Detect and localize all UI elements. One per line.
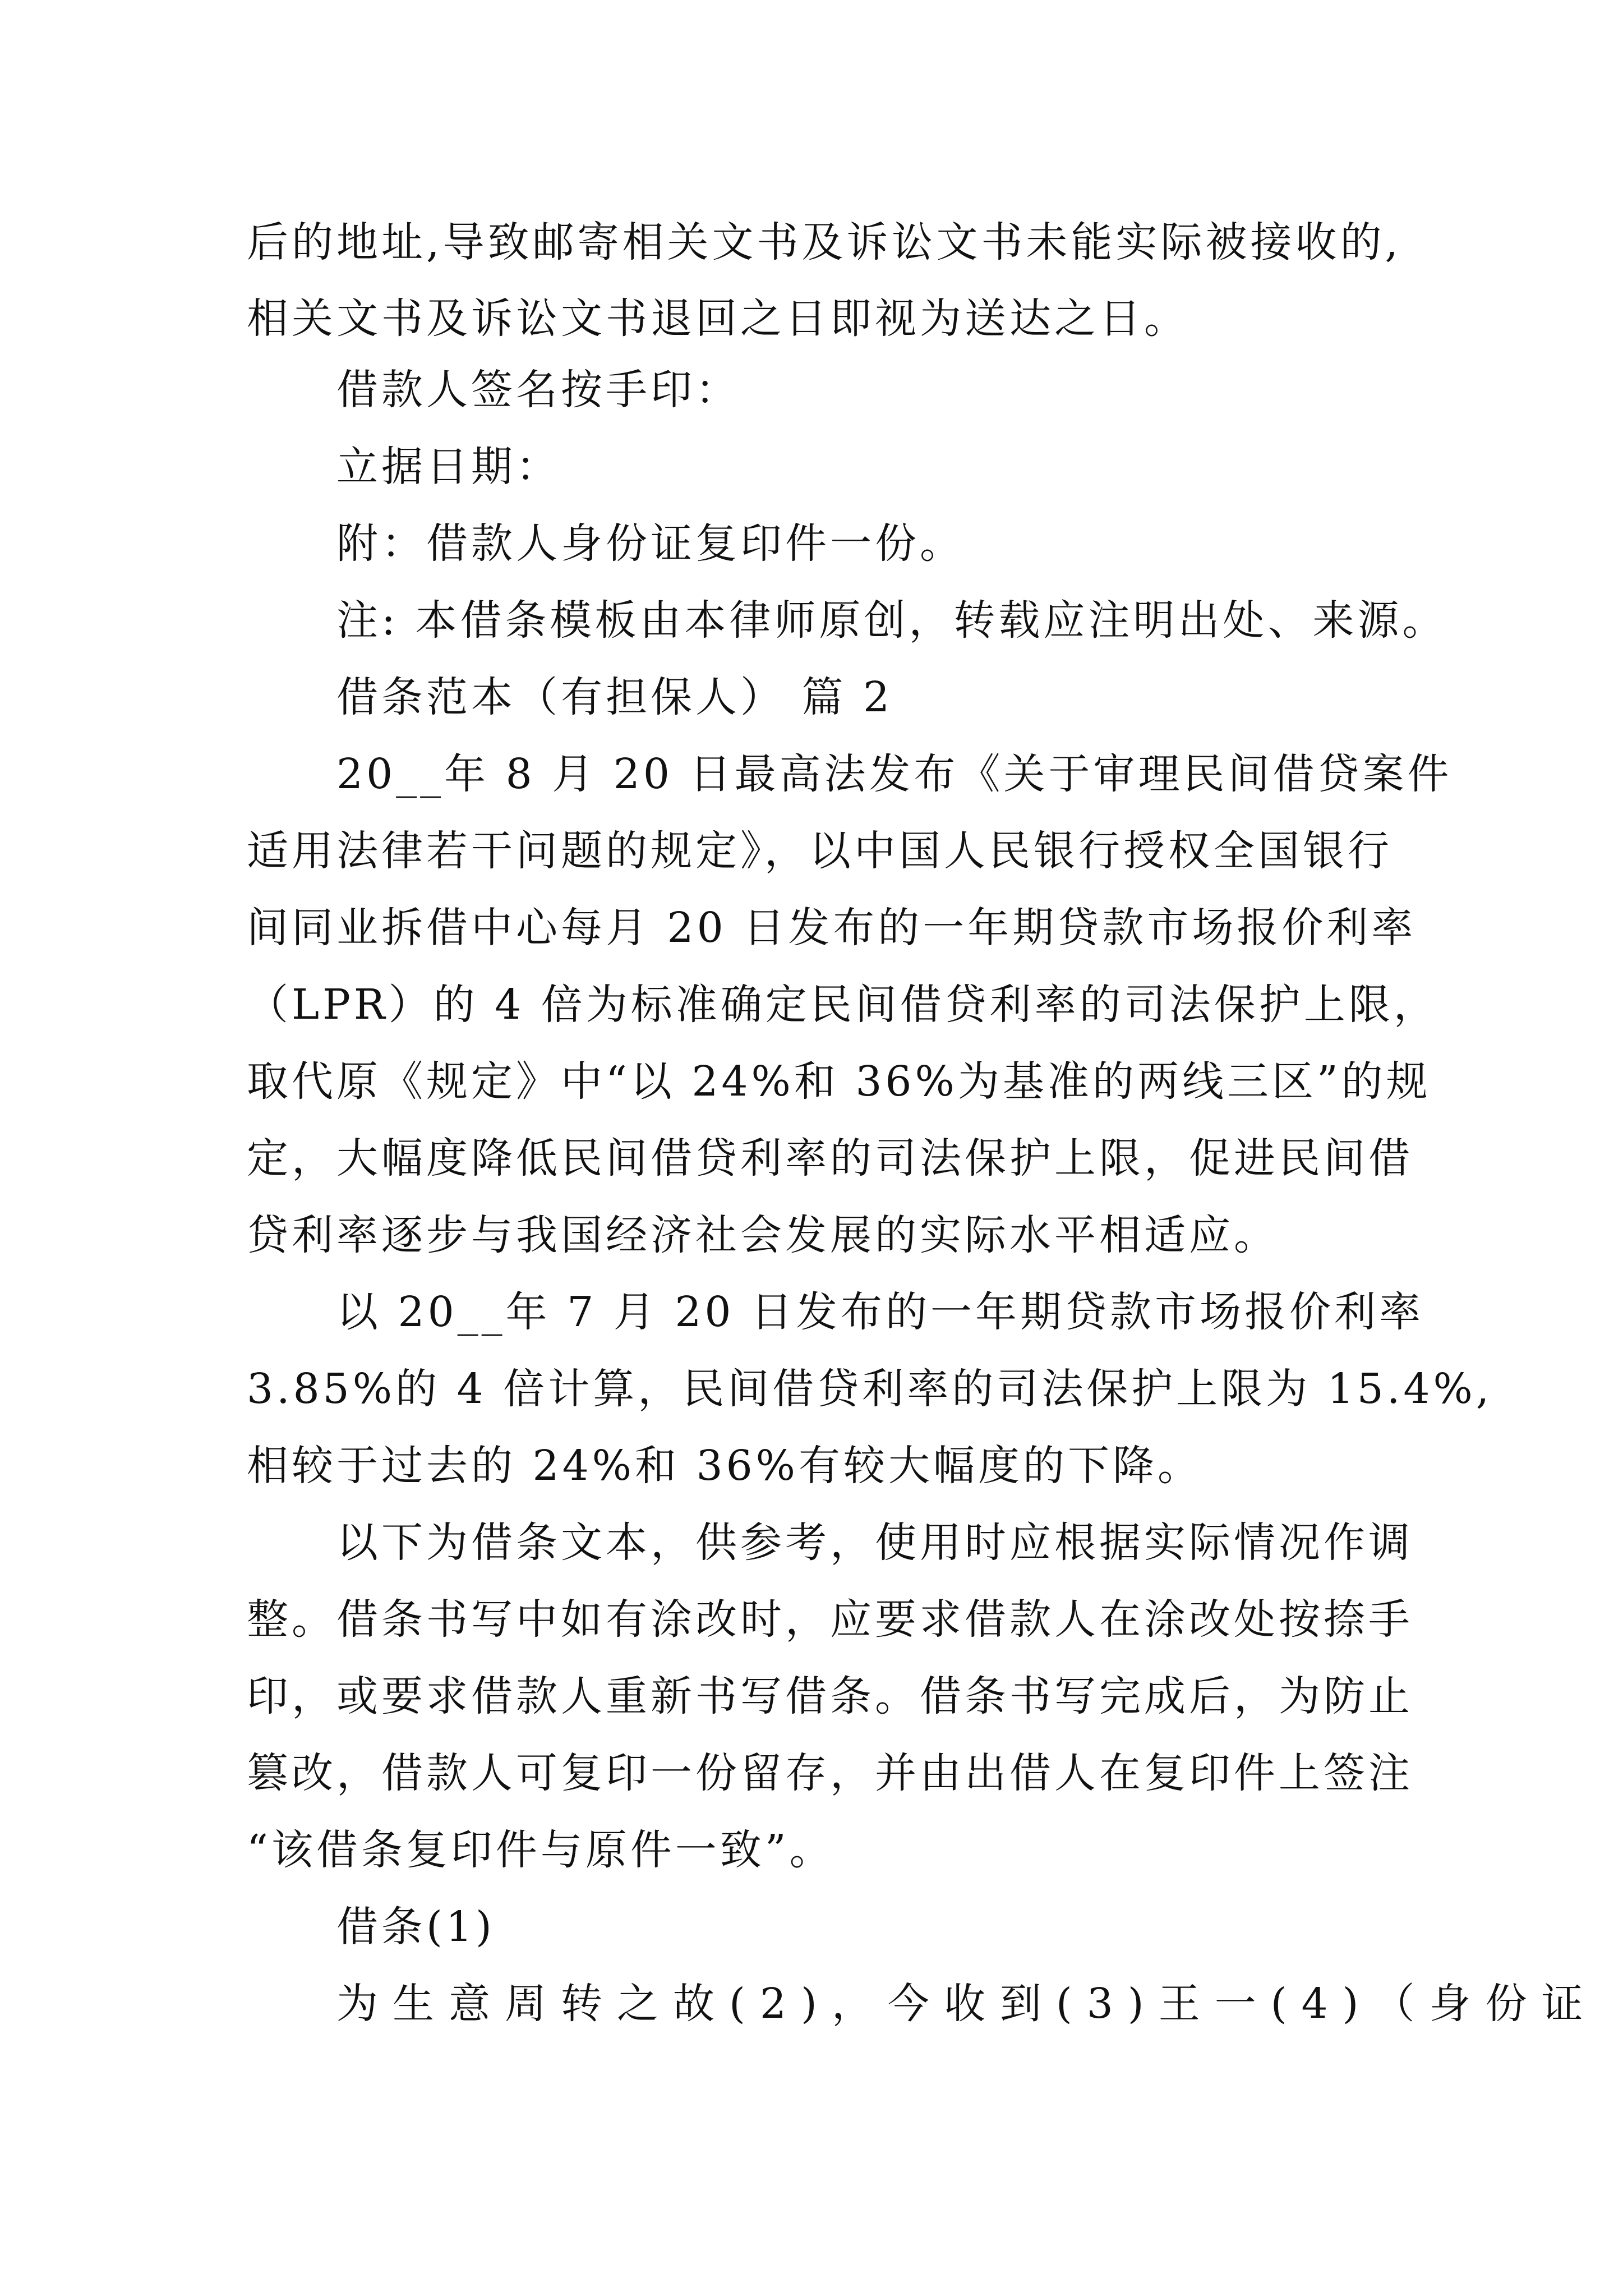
date-line: 立据日期： [336, 443, 561, 491]
text-line: 整。借条书写中如有涂改时，应要求借款人在涂改处按捺手 [247, 1595, 1413, 1644]
text-line: 篡改，借款人可复印一份留存，并由出借人在复印件上签注 [247, 1749, 1413, 1797]
text-line: 相关文书及诉讼文书退回之日即视为送达之日。 [247, 295, 1189, 343]
signature-line: 借款人签名按手印： [336, 366, 740, 414]
text-line: 3.85%的 4 倍计算，民间借贷利率的司法保护上限为 15.4%, [247, 1365, 1493, 1413]
text-line: 间同业拆借中心每月 20 日发布的一年期贷款市场报价利率 [247, 904, 1417, 952]
text-line: 定，大幅度降低民间借贷利率的司法保护上限，促进民间借 [247, 1134, 1413, 1182]
text-line: 20__年 8 月 20 日最高法发布《关于审理民间借贷案件 [336, 750, 1453, 798]
text-line: 印，或要求借款人重新书写借条。借条书写完成后，为防止 [247, 1672, 1413, 1720]
text-line: 为生意周转之故(2)，今收到(3)王一(4)（身份证 [336, 1980, 1598, 2028]
text-line: 以下为借条文本，供参考，使用时应根据实际情况作调 [336, 1519, 1413, 1567]
copyright-note: 注: 本借条模板由本律师原创，转载应注明出处、来源。 [336, 596, 1447, 645]
text-line: “该借条复印件与原件一致”。 [247, 1826, 834, 1874]
text-line: 以 20__年 7 月 20 日发布的一年期贷款市场报价利率 [336, 1288, 1424, 1336]
text-line: 后的地址,导致邮寄相关文书及诉讼文书未能实际被接收的, [247, 218, 1402, 266]
text-line: （LPR）的 4 倍为标准确定民间借贷利率的司法保护上限， [247, 981, 1438, 1029]
section-heading: 借条范本（有担保人） 篇 2 [336, 673, 893, 721]
text-line: 适用法律若干问题的规定》，以中国人民银行授权全国银行 [247, 827, 1393, 875]
text-line: 取代原《规定》中“以 24%和 36%为基准的两线三区”的规 [247, 1057, 1431, 1106]
text-line: 相较于过去的 24%和 36%有较大幅度的下降。 [247, 1442, 1202, 1490]
attachment-note: 附：借款人身份证复印件一份。 [336, 519, 965, 568]
iou-heading: 借条(1) [336, 1903, 495, 1951]
text-line: 贷利率逐步与我国经济社会发展的实际水平相适应。 [247, 1211, 1279, 1259]
